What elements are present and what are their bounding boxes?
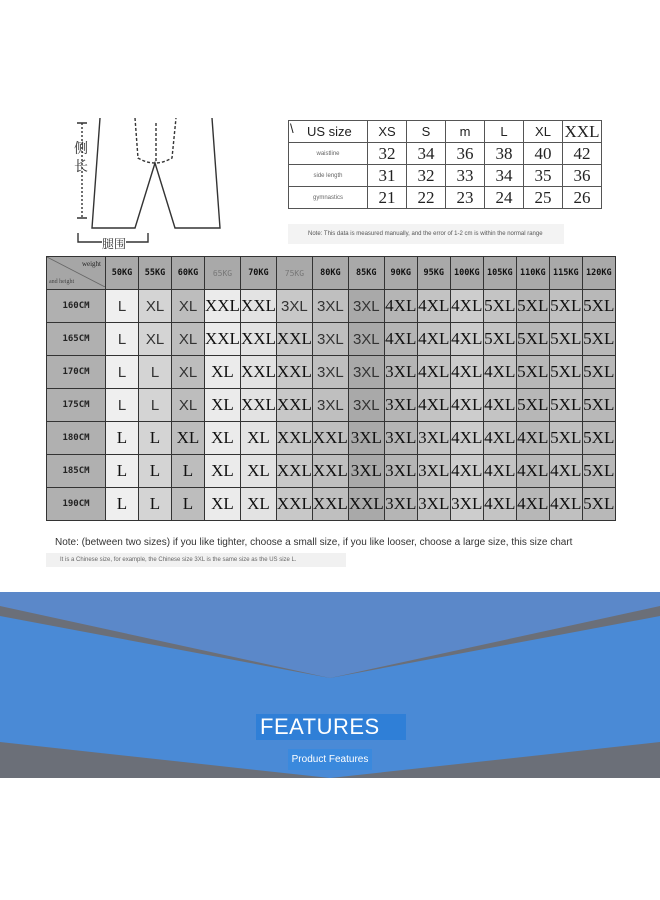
size-cell: 3XL <box>384 356 417 389</box>
size-cell: XXL <box>276 422 312 455</box>
us-size-row <box>289 165 602 187</box>
table-cell: 42 <box>563 143 602 165</box>
size-cell: 3XL <box>312 389 348 422</box>
size-header: XL <box>524 121 563 143</box>
size-cell: XXL <box>276 389 312 422</box>
weight-header: 85KG <box>348 257 384 290</box>
size-cell: L <box>172 488 205 521</box>
size-cell: XXL <box>276 356 312 389</box>
size-cell: 3XL <box>348 422 384 455</box>
size-cell: L <box>106 323 139 356</box>
size-cell: XL <box>205 389 241 422</box>
size-cell: 4XL <box>450 389 483 422</box>
size-cell: XXL <box>312 422 348 455</box>
size-cell: 5XL <box>516 389 549 422</box>
size-cell: 3XL <box>348 323 384 356</box>
size-cell: 3XL <box>384 422 417 455</box>
table-cell: 40 <box>524 143 563 165</box>
size-cell: XL <box>205 488 241 521</box>
size-cell: XL <box>172 290 205 323</box>
table-cell: 34 <box>485 165 524 187</box>
size-cell: 3XL <box>384 455 417 488</box>
weight-header: 110KG <box>516 257 549 290</box>
size-cell: XXL <box>240 389 276 422</box>
size-cell: 4XL <box>384 290 417 323</box>
size-cell: XL <box>205 422 241 455</box>
us-size-row <box>289 187 602 209</box>
size-cell: 3XL <box>417 422 450 455</box>
size-cell: 5XL <box>582 356 615 389</box>
height-header: 185CM <box>47 455 106 488</box>
size-cell: XL <box>172 422 205 455</box>
us-size-header-label: \ US size <box>289 121 368 143</box>
table-cell: 32 <box>368 143 407 165</box>
size-cell: 4XL <box>483 488 516 521</box>
size-cell: L <box>139 389 172 422</box>
size-cell: XXL <box>276 323 312 356</box>
size-cell: 5XL <box>483 290 516 323</box>
size-cell: 5XL <box>516 356 549 389</box>
size-cell: 3XL <box>312 290 348 323</box>
table-cell: 36 <box>563 165 602 187</box>
size-cell: 4XL <box>384 323 417 356</box>
us-size-table <box>288 120 602 209</box>
features-title: FEATURES <box>256 714 406 740</box>
size-chart-row <box>47 290 616 323</box>
size-cell: 4XL <box>516 422 549 455</box>
weight-header: 95KG <box>417 257 450 290</box>
size-cell: L <box>139 488 172 521</box>
size-cell: 4XL <box>417 356 450 389</box>
size-cell: 5XL <box>582 422 615 455</box>
size-cell: 3XL <box>450 488 483 521</box>
table-cell: 24 <box>485 187 524 209</box>
size-cell: 4XL <box>417 323 450 356</box>
size-cell: XXL <box>240 323 276 356</box>
size-cell: 3XL <box>417 488 450 521</box>
corner-height-label: and height <box>49 279 75 285</box>
us-size-header-row <box>289 121 602 143</box>
size-cell: 3XL <box>384 389 417 422</box>
weight-header: 80KG <box>312 257 348 290</box>
size-cell: 5XL <box>549 389 582 422</box>
table-cell: 34 <box>407 143 446 165</box>
size-cell: 3XL <box>276 290 312 323</box>
size-header: XXL <box>563 121 602 143</box>
size-cell: L <box>106 356 139 389</box>
size-cell: XL <box>240 488 276 521</box>
size-cell: L <box>172 455 205 488</box>
size-cell: 3XL <box>384 488 417 521</box>
table-cell: 33 <box>446 165 485 187</box>
size-cell: L <box>106 389 139 422</box>
size-cell: XXL <box>276 455 312 488</box>
weight-header: 100KG <box>450 257 483 290</box>
size-cell: XL <box>172 389 205 422</box>
size-cell: XXL <box>312 455 348 488</box>
size-cell: 5XL <box>582 323 615 356</box>
size-cell: XL <box>172 356 205 389</box>
weight-header: 115KG <box>549 257 582 290</box>
size-cell: 4XL <box>450 356 483 389</box>
size-cell: XXL <box>240 356 276 389</box>
table-cell: 32 <box>407 165 446 187</box>
size-cell: 4XL <box>483 422 516 455</box>
size-cell: 4XL <box>417 389 450 422</box>
size-cell: 5XL <box>549 422 582 455</box>
table-cell: 21 <box>368 187 407 209</box>
size-cell: XXL <box>205 290 241 323</box>
table-cell: 22 <box>407 187 446 209</box>
size-cell: 4XL <box>450 323 483 356</box>
size-chart-table <box>46 256 616 521</box>
leg-circumference-label: 腿围 <box>102 237 127 251</box>
weight-header: 60KG <box>172 257 205 290</box>
size-cell: 4XL <box>516 488 549 521</box>
size-cell: 3XL <box>348 356 384 389</box>
size-chart-row <box>47 389 616 422</box>
size-cell: L <box>139 455 172 488</box>
size-cell: 5XL <box>582 455 615 488</box>
size-cell: 3XL <box>312 323 348 356</box>
weight-header: 120KG <box>582 257 615 290</box>
chinese-size-note: It is a Chinese size, for example, the Chinese size 3XL is the same size as the US size L. <box>46 553 346 567</box>
size-cell: 3XL <box>417 455 450 488</box>
weight-header: 105KG <box>483 257 516 290</box>
table-cell: 31 <box>368 165 407 187</box>
height-header: 160CM <box>47 290 106 323</box>
size-cell: XXL <box>240 290 276 323</box>
table-cell: 26 <box>563 187 602 209</box>
size-cell: 3XL <box>348 389 384 422</box>
size-cell: 4XL <box>450 455 483 488</box>
size-cell: 4XL <box>450 290 483 323</box>
weight-header-row <box>47 257 616 290</box>
size-chart-row <box>47 356 616 389</box>
corner-cell <box>47 257 106 290</box>
row-label: side length <box>289 165 368 187</box>
size-cell: 4XL <box>549 488 582 521</box>
size-cell: XL <box>240 422 276 455</box>
size-cell: XL <box>139 323 172 356</box>
row-label: waistline <box>289 143 368 165</box>
size-cell: XXL <box>205 323 241 356</box>
size-cell: XL <box>205 356 241 389</box>
height-header: 175CM <box>47 389 106 422</box>
size-chart-body <box>47 290 616 521</box>
size-chart-row <box>47 323 616 356</box>
size-cell: 3XL <box>312 356 348 389</box>
size-cell: 4XL <box>417 290 450 323</box>
height-header: 180CM <box>47 422 106 455</box>
weight-header: 75KG <box>276 257 312 290</box>
size-header: S <box>407 121 446 143</box>
size-note: Note: (between two sizes) if you like tighter, choose a small size, if you like looser, choose a large size, this size chart <box>55 537 573 548</box>
size-chart-row <box>47 488 616 521</box>
pants-sketch <box>60 118 230 253</box>
size-cell: 4XL <box>483 389 516 422</box>
table-cell: 38 <box>485 143 524 165</box>
size-cell: L <box>106 290 139 323</box>
size-cell: XL <box>172 323 205 356</box>
weight-header: 65KG <box>205 257 241 290</box>
measurement-note: Note: This data is measured manually, and the error of 1-2 cm is within the normal range <box>288 224 564 244</box>
size-cell: 4XL <box>483 455 516 488</box>
size-cell: 4XL <box>450 422 483 455</box>
size-cell: L <box>106 488 139 521</box>
size-header: XS <box>368 121 407 143</box>
weight-header: 90KG <box>384 257 417 290</box>
size-cell: XL <box>139 290 172 323</box>
table-cell: 35 <box>524 165 563 187</box>
height-header: 170CM <box>47 356 106 389</box>
size-cell: L <box>139 356 172 389</box>
size-cell: L <box>139 422 172 455</box>
table-cell: 25 <box>524 187 563 209</box>
size-cell: 3XL <box>348 455 384 488</box>
size-cell: L <box>106 422 139 455</box>
size-cell: 5XL <box>549 290 582 323</box>
height-header: 165CM <box>47 323 106 356</box>
height-header: 190CM <box>47 488 106 521</box>
size-cell: 4XL <box>549 455 582 488</box>
size-cell: XXL <box>276 488 312 521</box>
size-cell: XL <box>240 455 276 488</box>
product-features-label: Product Features <box>288 749 372 770</box>
weight-header: 50KG <box>106 257 139 290</box>
size-header: L <box>485 121 524 143</box>
size-chart-row <box>47 422 616 455</box>
size-cell: 5XL <box>549 323 582 356</box>
weight-header: 55KG <box>139 257 172 290</box>
size-cell: 5XL <box>582 488 615 521</box>
size-cell: XXL <box>348 488 384 521</box>
us-size-row <box>289 143 602 165</box>
size-cell: 3XL <box>348 290 384 323</box>
size-cell: 5XL <box>549 356 582 389</box>
corner-weight-label: weight <box>81 260 101 268</box>
size-cell: XL <box>205 455 241 488</box>
size-cell: L <box>106 455 139 488</box>
size-cell: 4XL <box>483 356 516 389</box>
size-header: m <box>446 121 485 143</box>
size-cell: 5XL <box>516 290 549 323</box>
side-length-label: 侧长 <box>74 141 88 175</box>
size-cell: 5XL <box>582 290 615 323</box>
size-chart-row <box>47 455 616 488</box>
size-cell: 4XL <box>516 455 549 488</box>
row-label: gymnastics <box>289 187 368 209</box>
size-cell: 5XL <box>483 323 516 356</box>
size-cell: 5XL <box>582 389 615 422</box>
table-cell: 36 <box>446 143 485 165</box>
size-cell: 5XL <box>516 323 549 356</box>
size-cell: XXL <box>312 488 348 521</box>
pants-outline-icon <box>60 118 230 253</box>
table-cell: 23 <box>446 187 485 209</box>
weight-header: 70KG <box>240 257 276 290</box>
